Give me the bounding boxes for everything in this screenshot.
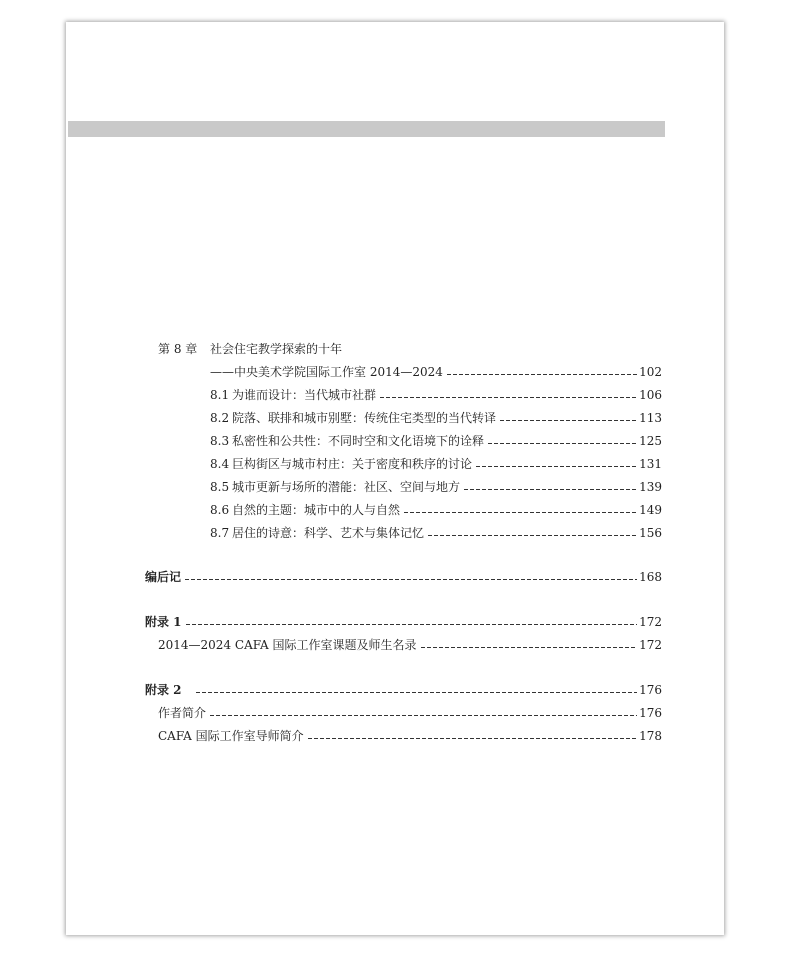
section-number: 8.1 [210, 388, 230, 402]
entry-title: 为谁而设计：当代城市社群 [232, 388, 377, 402]
dot-leader [210, 715, 637, 716]
header-band [68, 121, 665, 137]
dot-leader [488, 443, 637, 444]
dot-leader [500, 420, 637, 421]
section-number: 8.2 [210, 411, 230, 425]
entry-page: 113 [639, 411, 662, 425]
entry-title: 2014—2024 CAFA 国际工作室课题及师生名录 [158, 638, 417, 652]
toc-entry-subtitle[interactable] [210, 364, 662, 380]
dot-leader [464, 489, 637, 490]
entry-title: CAFA 国际工作室导师简介 [158, 729, 304, 743]
entry-page: 131 [639, 457, 662, 471]
dot-leader [380, 397, 637, 398]
section-number: 8.4 [210, 457, 230, 471]
dot-leader [196, 692, 638, 693]
toc-entry-8-1[interactable] [210, 387, 662, 403]
chapter-heading [158, 341, 342, 357]
entry-title: 自然的主题：城市中的人与自然 [232, 503, 401, 517]
dot-leader [421, 647, 638, 648]
entry-title: 作者简介 [158, 706, 207, 720]
entry-page: 178 [639, 729, 662, 743]
section-number: 8.7 [210, 526, 230, 540]
toc-entry-8-6[interactable] [210, 502, 662, 518]
dot-leader [186, 624, 638, 625]
entry-title: 附录 1 [145, 615, 182, 629]
toc-entry-8-2[interactable] [210, 410, 662, 426]
entry-page: 176 [639, 683, 662, 697]
entry-page: 156 [639, 526, 662, 540]
chapter-label: 第 8 章 [158, 342, 198, 356]
entry-title: 私密性和公共性：不同时空和文化语境下的诠释 [232, 434, 485, 448]
entry-page: 149 [639, 503, 662, 517]
section-number: 8.6 [210, 503, 230, 517]
section-number: 8.5 [210, 480, 230, 494]
toc-entry-8-4[interactable] [210, 456, 662, 472]
toc-entry-author-bio[interactable] [158, 705, 662, 721]
entry-title: 巨构街区与城市村庄：关于密度和秩序的讨论 [232, 457, 473, 471]
entry-page: 125 [639, 434, 662, 448]
section-number: 8.3 [210, 434, 230, 448]
toc-entry-appendix-1[interactable] [145, 614, 662, 630]
entry-title: ——中央美术学院国际工作室 2014—2024 [210, 365, 443, 379]
entry-title: 院落、联排和城市别墅：传统住宅类型的当代转译 [232, 411, 497, 425]
entry-page: 172 [639, 615, 662, 629]
chapter-title: 社会住宅教学探索的十年 [210, 342, 343, 356]
dot-leader [476, 466, 637, 467]
entry-title: 附录 2 [145, 683, 182, 697]
entry-page: 106 [639, 388, 662, 402]
entry-title: 居住的诗意：科学、艺术与集体记忆 [232, 526, 425, 540]
toc-entry-8-3[interactable] [210, 433, 662, 449]
entry-page: 176 [639, 706, 662, 720]
dot-leader [447, 374, 637, 375]
toc-entry-afterword[interactable] [145, 569, 662, 585]
toc-entry-tutor-bio[interactable] [158, 728, 662, 744]
dot-leader [185, 579, 637, 580]
entry-page: 139 [639, 480, 662, 494]
entry-page: 168 [639, 570, 662, 584]
dot-leader [308, 738, 637, 739]
toc-entry-appendix-2[interactable] [145, 682, 662, 698]
dot-leader [404, 512, 637, 513]
entry-title: 编后记 [145, 570, 182, 584]
toc-entry-8-7[interactable] [210, 525, 662, 541]
entry-page: 172 [639, 638, 662, 652]
entry-page: 102 [639, 365, 662, 379]
toc-entry-appendix-1-item[interactable] [158, 637, 662, 653]
toc-entry-8-5[interactable] [210, 479, 662, 495]
dot-leader [428, 535, 637, 536]
entry-title: 城市更新与场所的潜能：社区、空间与地方 [232, 480, 461, 494]
